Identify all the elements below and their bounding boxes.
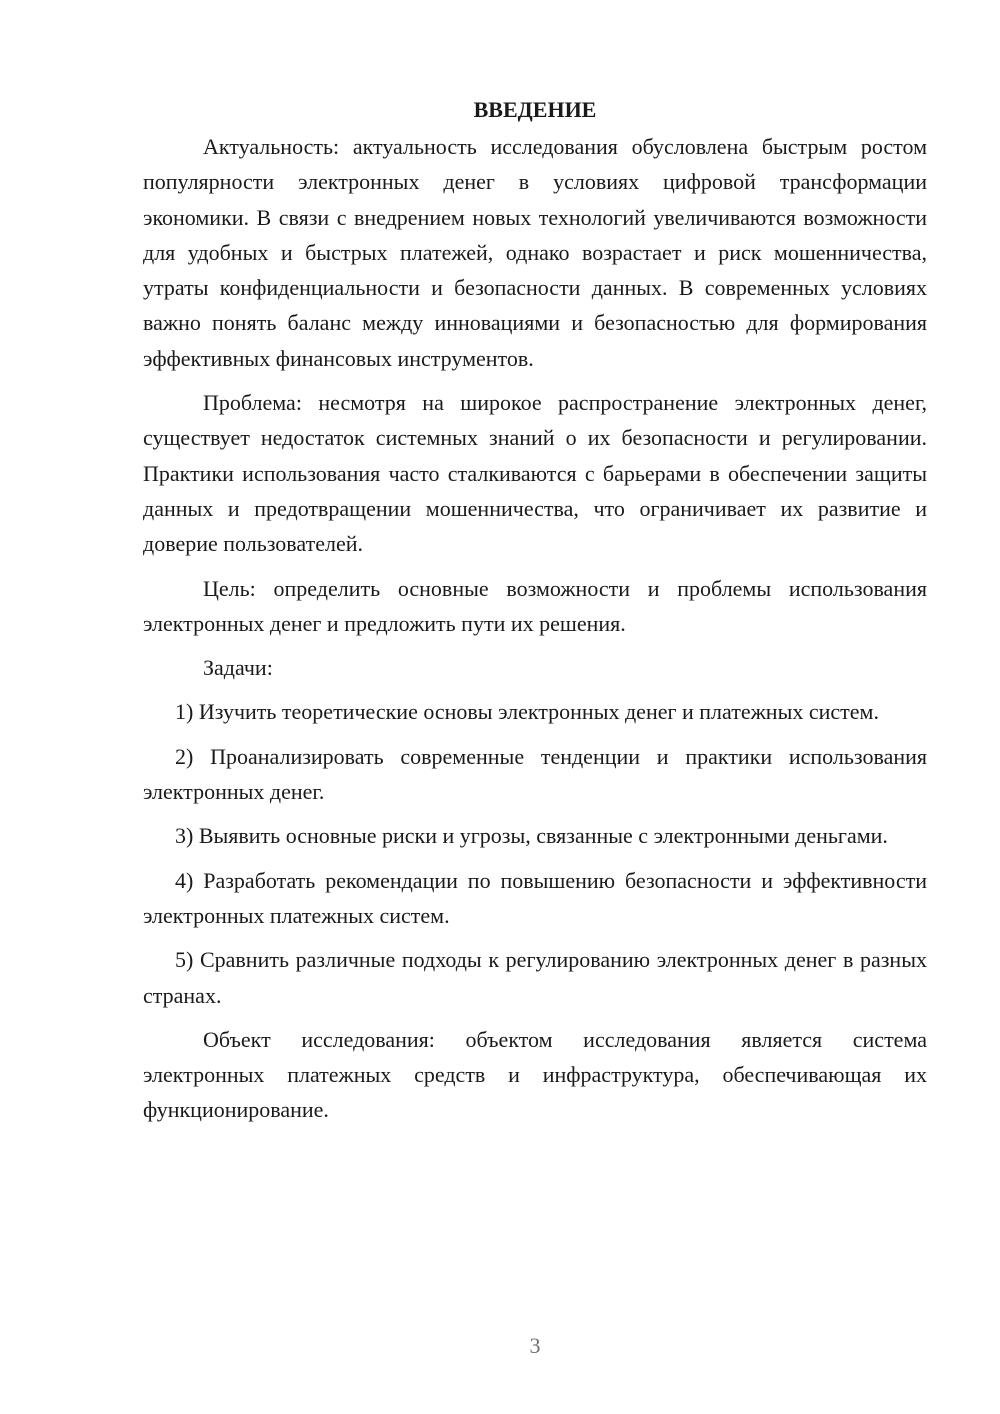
paragraph-goal: Цель: определить основные возможности и проблемы использования электронных денег и предложить пути их решения. [143,575,927,636]
page-number: 3 [529,1333,541,1358]
paragraph-object: Объект исследования: объектом исследования является система электронных платежных средств и инфраструктура, обеспечивающая их функционирование. [143,1026,927,1123]
tasks-heading: Задачи: [203,655,273,681]
paragraph-relevance: Актуальность: актуальность исследования обусловлена быстрым ростом популярности электронных денег в условиях цифровой трансформации экономики. В связи с внедрением новых технологий увеличиваются возможности для удобных и быстрых платежей, однако возрастает и риск мошенничества, утраты конфиденциальности и безопасности данных. В современных условиях важно понять баланс между инновациями и безопасностью для формирования эффективных финансовых инструментов. [143,134,927,371]
task-item-3: 3) Выявить основные риски и угрозы, связанные с электронными деньгами. [175,823,888,849]
task-item-5: 5) Сравнить различные подходы к регулированию электронных денег в разных странах. [143,947,927,1008]
task-item-2: 2) Проанализировать современные тенденции и практики использования электронных денег. [143,743,927,805]
document-page [143,95,927,1128]
page-title: ВВЕДЕНИЕ [473,97,597,122]
task-item-1: 1) Изучить теоретические основы электронных денег и платежных систем. [175,699,879,725]
task-item-4: 4) Разработать рекомендации по повышению безопасности и эффективности электронных платежных систем. [143,867,927,928]
paragraph-problem: Проблема: несмотря на широкое распространение электронных денег, существует недостаток системных знаний о их безопасности и регулировании. Практики использования часто сталкиваются с барьерами в обеспечении защиты данных и предотвращении мошенничества, что ограничивает их развитие и доверие пользователей. [143,390,927,557]
